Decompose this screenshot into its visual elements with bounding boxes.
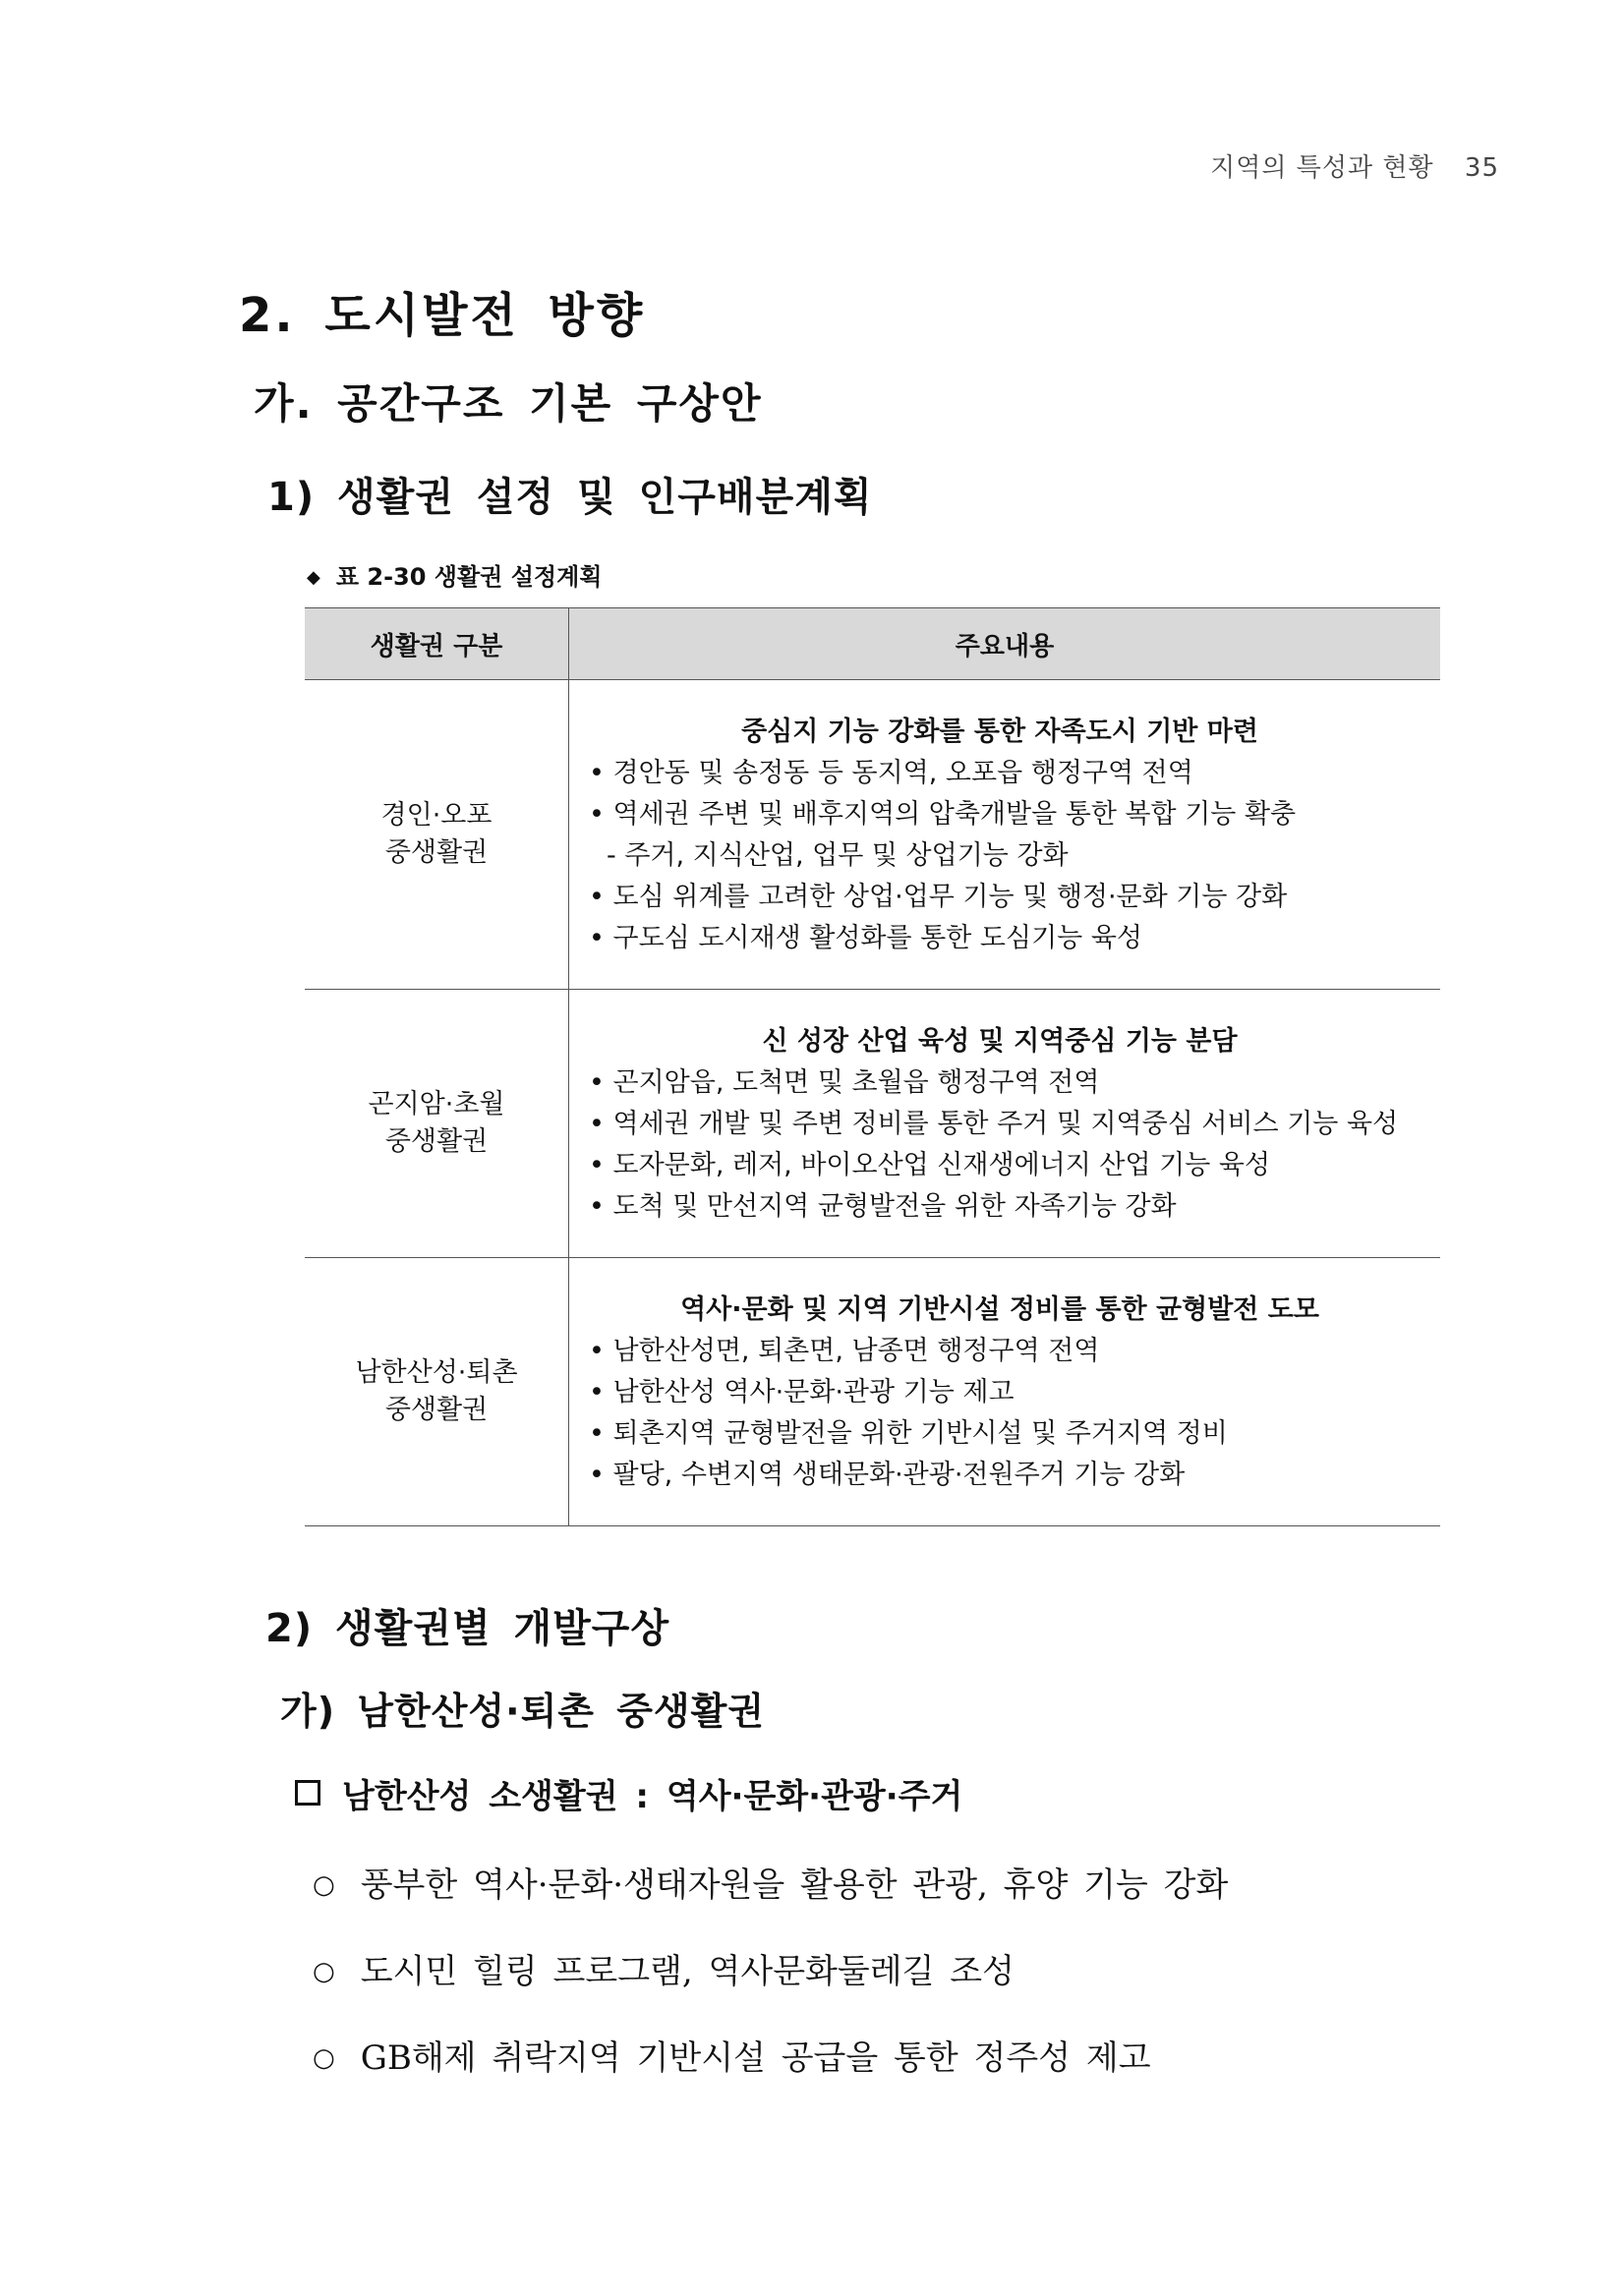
table-caption	[307, 557, 602, 592]
circle-bullet-item	[313, 2031, 1151, 2079]
area-type: 중생활권	[384, 1126, 489, 1157]
bullet-text: 풍부한 역사·문화·생태자원을 활용한 관광, 휴양 기능 강화	[360, 1866, 1229, 1905]
content-line: • 도자문화, 레저, 바이오산업 신재생에너지 산업 기능 육성	[589, 1150, 1271, 1180]
content-cell	[569, 680, 1441, 990]
content-title: 신 성장 산업 육성 및 지역중심 기능 분담	[762, 1026, 1238, 1057]
content-cell	[569, 1258, 1441, 1526]
content-title: 중심지 기능 강화를 통한 자족도시 기반 마련	[741, 717, 1258, 747]
content-line: • 역세권 주변 및 배후지역의 압축개발을 통한 복합 기능 확충	[589, 799, 1297, 830]
page-number: 35	[1464, 153, 1499, 183]
content-line: • 도심 위계를 고려한 상업·업무 기능 및 행정·문화 기능 강화	[589, 882, 1288, 912]
column-header-content: 주요내용	[569, 608, 1441, 680]
area-name: 경인·오포	[380, 800, 493, 831]
area-name: 남한산성·퇴촌	[355, 1357, 518, 1388]
content-title: 역사·문화 및 지역 기반시설 정비를 통한 균형발전 도모	[680, 1294, 1319, 1325]
area-type: 중생활권	[384, 837, 489, 868]
area-type: 중생활권	[384, 1395, 489, 1425]
section-heading-2: 가. 공간구조 기본 구상안	[254, 379, 763, 428]
bullet-text: GB해제 취락지역 기반시설 공급을 통한 정주성 제고	[360, 2038, 1151, 2078]
area-cell	[305, 680, 569, 990]
table-caption-text: 표 2-30 생활권 설정계획	[335, 563, 603, 591]
circle-bullet-icon: ○	[313, 2043, 335, 2073]
content-line: • 남한산성면, 퇴촌면, 남종면 행정구역 전역	[589, 1336, 1100, 1366]
content-line: • 구도심 도시재생 활성화를 통한 도심기능 육성	[589, 923, 1142, 953]
content-line: • 도척 및 만선지역 균형발전을 위한 자족기능 강화	[589, 1191, 1177, 1222]
content-line: - 주거, 지식산업, 업무 및 상업기능 강화	[607, 840, 1069, 871]
circle-bullet-icon: ○	[313, 1957, 335, 1986]
table-header-row	[305, 608, 1440, 680]
content-line: • 역세권 개발 및 주변 정비를 통한 주거 및 지역중심 서비스 기능 육성	[589, 1109, 1399, 1139]
bullet-text: 도시민 힐링 프로그램, 역사문화둘레길 조성	[360, 1952, 1015, 1991]
table-row	[305, 680, 1440, 990]
square-heading-text: 남한산성 소생활권 : 역사·문화·관광·주거	[342, 1777, 963, 1816]
content-line: • 경안동 및 송정동 등 동지역, 오포읍 행정구역 전역	[589, 758, 1193, 788]
content-cell	[569, 990, 1441, 1258]
diamond-bullet-icon: ◆	[307, 567, 320, 588]
section-heading-3: 1) 생활권 설정 및 인구배분계획	[267, 475, 873, 520]
section-heading-1: 2. 도시발전 방향	[239, 288, 646, 343]
section-heading-3b: 2) 생활권별 개발구상	[265, 1606, 670, 1651]
running-header-title: 지역의 특성과 현황	[1210, 153, 1434, 183]
square-bullet-icon	[295, 1780, 320, 1806]
circle-bullet-item	[313, 1858, 1228, 1906]
area-cell	[305, 1258, 569, 1526]
living-area-table	[305, 607, 1440, 1526]
square-bullet-heading	[295, 1769, 962, 1817]
running-header	[1210, 147, 1499, 184]
area-cell	[305, 990, 569, 1258]
content-line: • 남한산성 역사·문화·관광 기능 제고	[589, 1377, 1015, 1407]
area-name: 곤지암·초월	[368, 1089, 505, 1119]
table-row	[305, 990, 1440, 1258]
circle-bullet-icon: ○	[313, 1870, 335, 1900]
content-line: • 곤지암읍, 도척면 및 초월읍 행정구역 전역	[589, 1067, 1100, 1098]
section-heading-4: 가) 남한산성·퇴촌 중생활권	[280, 1690, 766, 1733]
content-line: • 팔당, 수변지역 생태문화·관광·전원주거 기능 강화	[589, 1460, 1186, 1490]
content-line: • 퇴촌지역 균형발전을 위한 기반시설 및 주거지역 정비	[589, 1418, 1228, 1449]
circle-bullet-item	[313, 1944, 1015, 1992]
column-header-area: 생활권 구분	[305, 608, 569, 680]
table-row	[305, 1258, 1440, 1526]
